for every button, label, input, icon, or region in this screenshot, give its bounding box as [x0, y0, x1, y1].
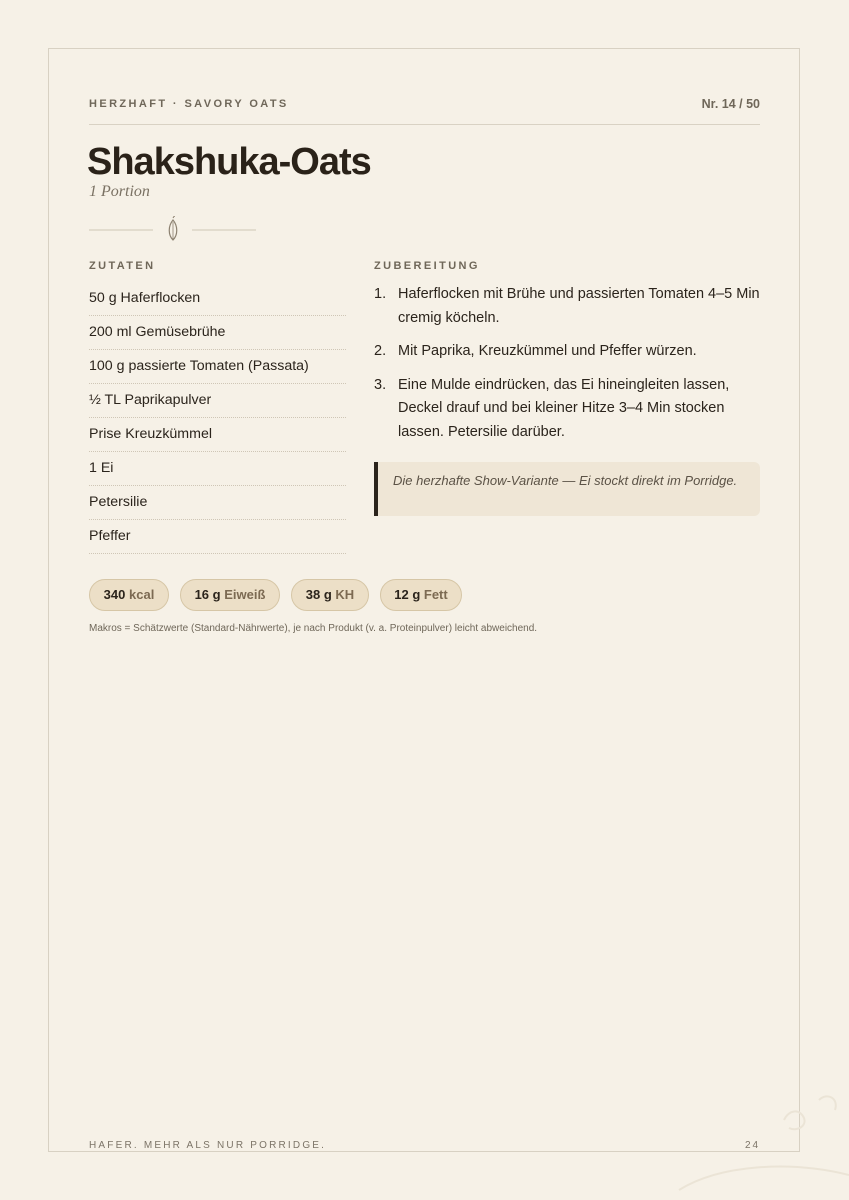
ingredients-list [89, 282, 346, 554]
oat-sketch-decoration [669, 1080, 849, 1200]
macro-carbs-pill [291, 579, 369, 611]
macro-value: 12 g [394, 587, 421, 602]
macro-unit: Fett [423, 587, 448, 602]
macro-unit: KH [335, 587, 355, 602]
step-text: Haferflocken mit Brühe und passierten Tomaten 4–5 Min cremig köcheln. [398, 286, 760, 326]
footer-tagline: HAFER. MEHR ALS NUR PORRIDGE. [89, 1140, 327, 1151]
preparation-step [374, 283, 764, 330]
macro-unit: kcal [129, 587, 155, 602]
ingredient-item: Prise Kreuzkümmel [89, 418, 346, 452]
step-number: 3. [374, 376, 387, 393]
macro-value: 16 g [194, 587, 221, 602]
tip-callout: Die herzhafte Show-Variante — Ei stockt direkt im Porridge. [374, 462, 760, 516]
preparation-heading: ZUBEREITUNG [374, 260, 480, 272]
ingredient-item: 200 ml Gemüsebrühe [89, 316, 346, 350]
macro-value: 38 g [305, 587, 332, 602]
ingredient-item: 50 g Haferflocken [89, 282, 346, 316]
ingredients-heading: ZUTATEN [89, 260, 156, 272]
serving-size: 1 Portion [89, 183, 150, 200]
macro-unit: Eiweiß [224, 587, 266, 602]
page-number: 24 [745, 1140, 761, 1151]
step-text: Mit Paprika, Kreuzkümmel und Pfeffer würzen. [398, 343, 697, 359]
preparation-steps [374, 283, 764, 454]
category-kicker: HERZHAFT · SAVORY OATS [89, 98, 289, 110]
step-number: 1. [374, 286, 387, 302]
macro-kcal-pill [89, 579, 169, 611]
oat-divider-icon [89, 216, 259, 244]
page-header [89, 98, 760, 125]
ingredient-item: ½ TL Paprikapulver [89, 384, 346, 418]
preparation-step [374, 374, 764, 445]
macro-footnote: Makros = Schätzwerte (Standard-Nährwerte), je nach Produkt (v. a. Proteinpulver) leicht abweichend. [89, 623, 538, 634]
ingredient-item: 1 Ei [89, 452, 346, 486]
step-number: 2. [374, 343, 387, 359]
ingredient-item: Petersilie [89, 486, 346, 520]
macro-value: 340 [103, 587, 126, 602]
recipe-number: Nr. 14 / 50 [701, 97, 760, 111]
ingredient-item: 100 g passierte Tomaten (Passata) [89, 350, 346, 384]
macro-fat-pill [380, 579, 462, 611]
macro-protein-pill [180, 579, 280, 611]
preparation-step [374, 340, 764, 364]
step-text: Eine Mulde eindrücken, das Ei hineingleiten lassen, Deckel drauf und bei kleiner Hitze 3–4 Min stocken lassen. Petersilie darüber. [398, 376, 730, 440]
ingredient-item: Pfeffer [89, 520, 346, 554]
recipe-title: Shakshuka-Oats [87, 141, 371, 183]
